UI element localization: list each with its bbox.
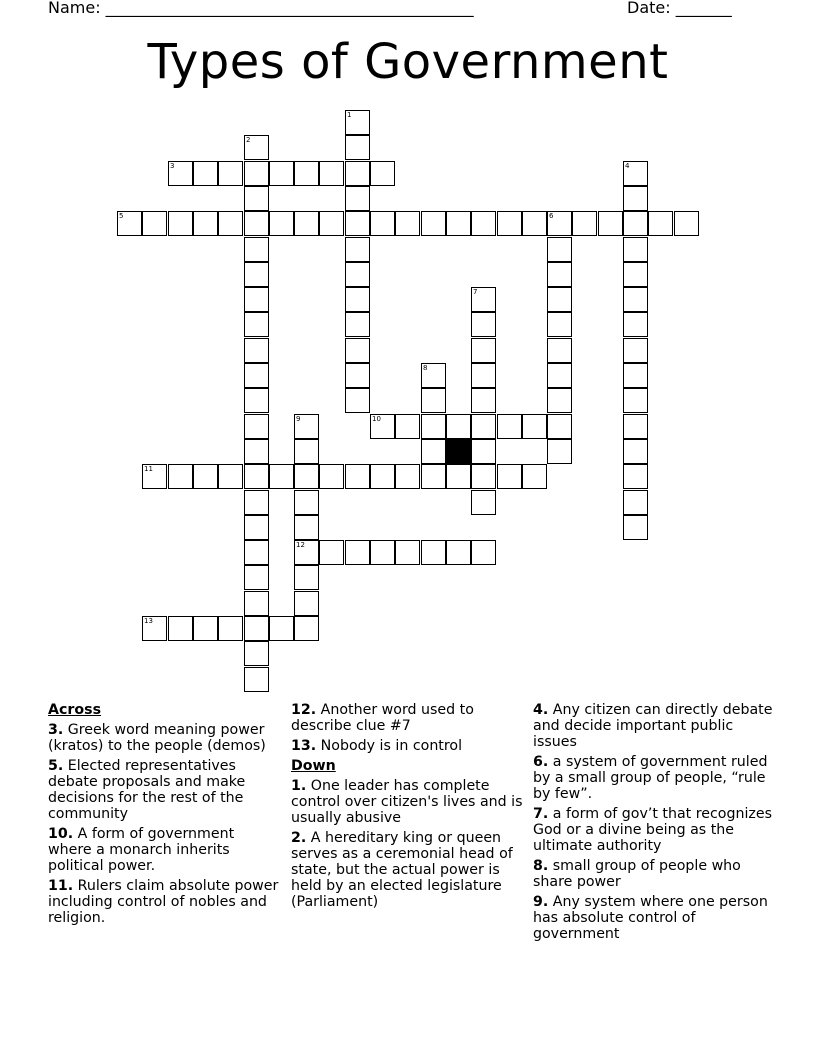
grid-cell[interactable]	[294, 515, 319, 540]
clue-number: 7.	[533, 806, 549, 822]
grid-cell[interactable]	[497, 211, 522, 236]
cell-number: 13	[144, 617, 153, 625]
grid-cell[interactable]	[471, 363, 496, 388]
grid-cell[interactable]	[244, 363, 269, 388]
grid-cell[interactable]	[547, 312, 572, 337]
grid-cell[interactable]	[244, 237, 269, 262]
grid-cell[interactable]	[395, 211, 420, 236]
grid-cell[interactable]	[623, 262, 648, 287]
grid-cell[interactable]	[269, 211, 294, 236]
clue-text: Elected representatives debate proposals and make decisions for the rest of the community	[48, 758, 246, 822]
clue-text: small group of people who share power	[533, 858, 741, 890]
grid-cell[interactable]	[294, 464, 319, 489]
grid-cell[interactable]	[319, 161, 344, 186]
grid-cell[interactable]	[294, 540, 319, 565]
clue-across-11	[48, 878, 280, 926]
grid-cell[interactable]	[345, 363, 370, 388]
grid-cell[interactable]	[471, 490, 496, 515]
clue-across-13	[291, 738, 523, 754]
name-field-label[interactable]: Name: ______________________________________________	[48, 0, 474, 17]
grid-cell[interactable]	[395, 540, 420, 565]
clue-number: 6.	[533, 754, 549, 770]
clue-number: 3.	[48, 722, 64, 738]
grid-cell[interactable]	[345, 211, 370, 236]
grid-cell[interactable]	[370, 211, 395, 236]
clue-down-8	[533, 858, 773, 890]
clue-text: Greek word meaning power (kratos) to the people (demos)	[48, 722, 266, 754]
cell-number: 7	[473, 288, 478, 296]
grid-cell[interactable]	[142, 211, 167, 236]
grid-cell[interactable]	[244, 565, 269, 590]
clue-number: 13.	[291, 738, 317, 754]
clues-column-2	[291, 702, 523, 914]
grid-cell[interactable]	[623, 287, 648, 312]
grid-cell[interactable]	[345, 388, 370, 413]
clue-text: Another word used to describe clue #7	[291, 702, 474, 734]
grid-cell[interactable]	[193, 464, 218, 489]
grid-cell[interactable]	[623, 363, 648, 388]
grid-cell[interactable]	[547, 211, 572, 236]
grid-cell[interactable]	[522, 211, 547, 236]
clue-text: One leader has complete control over citizen's lives and is usually abusive	[291, 778, 523, 826]
grid-cell[interactable]	[168, 161, 193, 186]
grid-cell[interactable]	[623, 439, 648, 464]
grid-cell[interactable]	[522, 414, 547, 439]
grid-cell[interactable]	[547, 237, 572, 262]
grid-cell[interactable]	[294, 211, 319, 236]
grid-cell[interactable]	[345, 338, 370, 363]
grid-cell[interactable]	[623, 338, 648, 363]
clues-column-3	[533, 702, 773, 946]
grid-cell[interactable]	[244, 515, 269, 540]
cell-number: 8	[423, 364, 428, 372]
grid-cell[interactable]	[193, 161, 218, 186]
clue-number: 4.	[533, 702, 549, 718]
clue-down-6	[533, 754, 773, 802]
grid-cell[interactable]	[421, 414, 446, 439]
grid-cell[interactable]	[370, 540, 395, 565]
grid-cell[interactable]	[117, 211, 142, 236]
grid-cell[interactable]	[471, 312, 496, 337]
grid-cell[interactable]	[345, 186, 370, 211]
cell-number: 10	[372, 415, 381, 423]
cell-number: 3	[170, 162, 175, 170]
grid-cell[interactable]	[269, 161, 294, 186]
grid-cell[interactable]	[623, 312, 648, 337]
down-heading: Down	[291, 758, 336, 774]
clue-number: 10.	[48, 826, 74, 842]
grid-cell[interactable]	[623, 515, 648, 540]
clues-column-1	[48, 702, 280, 930]
clue-text: A hereditary king or queen serves as a ceremonial head of state, but the actual power is held by an elected legislature (Parliament)	[291, 830, 513, 910]
grid-cell[interactable]	[421, 388, 446, 413]
grid-cell[interactable]	[244, 591, 269, 616]
grid-cell[interactable]	[294, 414, 319, 439]
grid-cell[interactable]	[497, 464, 522, 489]
grid-cell[interactable]	[370, 464, 395, 489]
clue-across-10	[48, 826, 280, 874]
grid-cell[interactable]	[623, 490, 648, 515]
page-title: Types of Government	[147, 34, 669, 90]
grid-cell[interactable]	[244, 641, 269, 666]
cell-number: 11	[144, 465, 153, 473]
grid-cell[interactable]	[244, 161, 269, 186]
grid-cell[interactable]	[623, 464, 648, 489]
clue-text: Any citizen can directly debate and decide important public issues	[533, 702, 773, 750]
grid-cell[interactable]	[421, 439, 446, 464]
grid-cell[interactable]	[623, 211, 648, 236]
clue-number: 2.	[291, 830, 307, 846]
clue-down-1	[291, 778, 523, 826]
grid-cell[interactable]	[471, 338, 496, 363]
clue-down-7	[533, 806, 773, 854]
grid-cell[interactable]	[142, 616, 167, 641]
black-cell	[446, 439, 471, 464]
grid-cell[interactable]	[471, 388, 496, 413]
grid-cell[interactable]	[421, 540, 446, 565]
clue-number: 5.	[48, 758, 64, 774]
grid-cell[interactable]	[547, 338, 572, 363]
grid-cell[interactable]	[168, 464, 193, 489]
grid-cell[interactable]	[395, 414, 420, 439]
grid-cell[interactable]	[623, 388, 648, 413]
grid-cell[interactable]	[421, 211, 446, 236]
grid-cell[interactable]	[244, 540, 269, 565]
cell-number: 9	[296, 415, 301, 423]
grid-cell[interactable]	[244, 262, 269, 287]
clue-text: a form of gov’t that recognizes God or a divine being as the ultimate authority	[533, 806, 772, 854]
clue-number: 12.	[291, 702, 317, 718]
grid-cell[interactable]	[345, 161, 370, 186]
grid-cell[interactable]	[395, 464, 420, 489]
grid-cell[interactable]	[446, 211, 471, 236]
clue-text: A form of government where a monarch inherits political power.	[48, 826, 235, 874]
grid-cell[interactable]	[193, 211, 218, 236]
grid-cell[interactable]	[370, 161, 395, 186]
grid-cell[interactable]	[446, 414, 471, 439]
grid-cell[interactable]	[497, 414, 522, 439]
grid-cell[interactable]	[193, 616, 218, 641]
grid-cell[interactable]	[547, 262, 572, 287]
grid-cell[interactable]	[294, 490, 319, 515]
grid-cell[interactable]	[598, 211, 623, 236]
grid-cell[interactable]	[547, 439, 572, 464]
grid-cell[interactable]	[345, 464, 370, 489]
grid-cell[interactable]	[370, 414, 395, 439]
grid-cell[interactable]	[421, 464, 446, 489]
grid-cell[interactable]	[421, 363, 446, 388]
grid-cell[interactable]	[623, 186, 648, 211]
grid-cell[interactable]	[345, 540, 370, 565]
clue-across-5	[48, 758, 280, 822]
grid-cell[interactable]	[471, 414, 496, 439]
grid-cell[interactable]	[471, 464, 496, 489]
grid-cell[interactable]	[446, 464, 471, 489]
grid-cell[interactable]	[522, 464, 547, 489]
clue-number: 11.	[48, 878, 74, 894]
grid-cell[interactable]	[623, 161, 648, 186]
clue-text: Nobody is in control	[320, 738, 463, 754]
grid-cell[interactable]	[142, 464, 167, 489]
across-heading: Across	[48, 702, 102, 718]
grid-cell[interactable]	[446, 540, 471, 565]
grid-cell[interactable]	[244, 338, 269, 363]
clue-across-3	[48, 722, 280, 754]
clue-down-9	[533, 894, 773, 942]
grid-cell[interactable]	[547, 287, 572, 312]
grid-cell[interactable]	[345, 287, 370, 312]
grid-cell[interactable]	[218, 211, 243, 236]
grid-cell[interactable]	[547, 388, 572, 413]
grid-cell[interactable]	[623, 237, 648, 262]
clue-number: 8.	[533, 858, 549, 874]
clue-text: a system of government ruled by a small group of people, “rule by few”.	[533, 754, 768, 802]
grid-cell[interactable]	[218, 616, 243, 641]
clue-down-2	[291, 830, 523, 910]
cell-number: 4	[625, 162, 630, 170]
grid-cell[interactable]	[345, 237, 370, 262]
grid-cell[interactable]	[674, 211, 699, 236]
grid-cell[interactable]	[244, 312, 269, 337]
grid-cell[interactable]	[294, 439, 319, 464]
clue-number: 1.	[291, 778, 307, 794]
grid-cell[interactable]	[345, 135, 370, 160]
grid-cell[interactable]	[244, 490, 269, 515]
cell-number: 1	[347, 111, 352, 119]
clue-down-4	[533, 702, 773, 750]
cell-number: 12	[296, 541, 305, 549]
grid-cell[interactable]	[319, 540, 344, 565]
grid-cell[interactable]	[547, 414, 572, 439]
cell-number: 6	[549, 212, 554, 220]
grid-cell[interactable]	[244, 135, 269, 160]
cell-number: 5	[119, 212, 124, 220]
grid-cell[interactable]	[319, 211, 344, 236]
grid-cell[interactable]	[345, 110, 370, 135]
grid-cell[interactable]	[168, 616, 193, 641]
grid-cell[interactable]	[294, 565, 319, 590]
grid-cell[interactable]	[218, 464, 243, 489]
grid-cell[interactable]	[244, 287, 269, 312]
grid-cell[interactable]	[471, 287, 496, 312]
grid-cell[interactable]	[471, 439, 496, 464]
grid-cell[interactable]	[319, 464, 344, 489]
grid-cell[interactable]	[547, 363, 572, 388]
grid-cell[interactable]	[244, 388, 269, 413]
grid-cell[interactable]	[572, 211, 597, 236]
grid-cell[interactable]	[269, 464, 294, 489]
grid-cell[interactable]	[244, 616, 269, 641]
grid-cell[interactable]	[218, 161, 243, 186]
grid-cell[interactable]	[244, 439, 269, 464]
grid-cell[interactable]	[244, 211, 269, 236]
clue-text: Rulers claim absolute power including control of nobles and religion.	[48, 878, 279, 926]
clue-text: Any system where one person has absolute control of government	[533, 894, 768, 942]
grid-cell[interactable]	[471, 540, 496, 565]
grid-cell[interactable]	[244, 414, 269, 439]
cell-number: 2	[246, 136, 251, 144]
grid-cell[interactable]	[294, 591, 319, 616]
grid-cell[interactable]	[345, 262, 370, 287]
grid-cell[interactable]	[471, 211, 496, 236]
grid-cell[interactable]	[623, 414, 648, 439]
grid-cell[interactable]	[168, 211, 193, 236]
date-field-label[interactable]: Date: _______	[627, 0, 732, 17]
grid-cell[interactable]	[244, 667, 269, 692]
grid-cell[interactable]	[294, 161, 319, 186]
grid-cell[interactable]	[345, 312, 370, 337]
grid-cell[interactable]	[244, 464, 269, 489]
grid-cell[interactable]	[648, 211, 673, 236]
clue-number: 9.	[533, 894, 549, 910]
clue-across-12	[291, 702, 523, 734]
grid-cell[interactable]	[294, 616, 319, 641]
grid-cell[interactable]	[269, 616, 294, 641]
grid-cell[interactable]	[244, 186, 269, 211]
